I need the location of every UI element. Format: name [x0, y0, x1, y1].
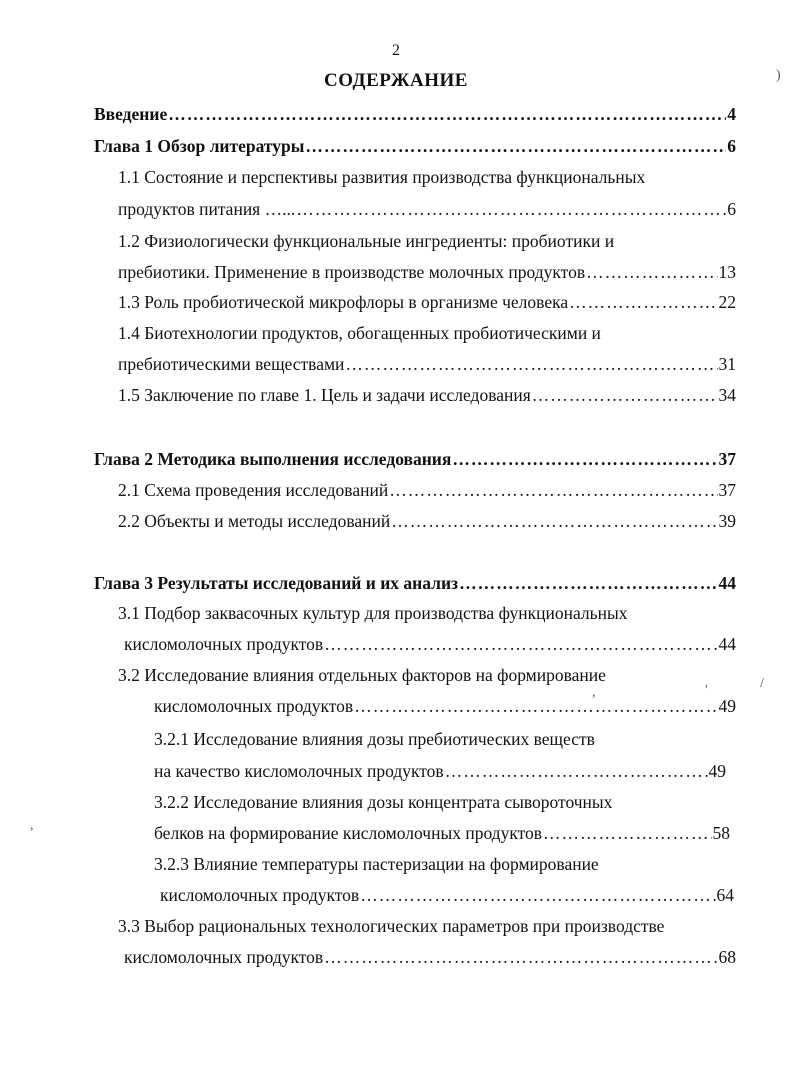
toc-page-number: 34	[718, 385, 736, 405]
toc-entry-text: кисломолочных продуктов	[124, 947, 324, 967]
toc-page-number: 44	[718, 634, 736, 654]
toc-entry-1-2-line1[interactable]: 1.2 Физиологически функциональные ингредиенты: пробиотики и	[118, 231, 615, 251]
scan-speck: ,	[30, 818, 34, 833]
toc-entry-text: Введение	[94, 104, 168, 124]
toc-page-number: 58	[712, 823, 730, 843]
toc-leader-dots	[586, 259, 717, 285]
toc-entry-text: белков на формирование кисломолочных продуктов	[154, 823, 543, 843]
toc-entry-2-1[interactable]	[118, 477, 736, 503]
toc-entry-1-1-line1[interactable]: 1.1 Состояние и перспективы развития производства функциональных	[118, 167, 646, 187]
toc-entry-text: 2.2 Объекты и методы исследований	[118, 511, 391, 531]
toc-entry-text: кисломолочных продуктов	[154, 696, 354, 716]
toc-entry-3-2-3[interactable]	[160, 882, 734, 908]
toc-entry-text: пребиотическими веществами	[118, 354, 345, 374]
toc-entry-text: продуктов питания …...	[118, 199, 296, 219]
toc-entry-text: кисломолочных продуктов	[124, 634, 324, 654]
toc-page-number: 37	[718, 449, 736, 469]
toc-page-number: 22	[718, 292, 736, 312]
page-title: СОДЕРЖАНИЕ	[324, 70, 468, 91]
toc-page-number: 6	[727, 136, 736, 156]
toc-leader-dots	[391, 508, 717, 534]
toc-entry-text: Глава 1 Обзор литературы	[94, 136, 305, 156]
toc-entry-3-2-1[interactable]	[154, 758, 726, 784]
toc-entry-2-2[interactable]	[118, 508, 736, 534]
toc-entry-text: Глава 2 Методика выполнения исследования	[94, 449, 452, 469]
toc-entry-1-3[interactable]	[118, 289, 736, 315]
toc-entry-3-1[interactable]	[124, 631, 736, 657]
toc-entry-text: Глава 3 Результаты исследований и их анализ	[94, 573, 459, 593]
toc-page-number: 49	[708, 761, 726, 781]
page-number: 2	[392, 42, 400, 59]
toc-entry-3-2-1-line1[interactable]: 3.2.1 Исследование влияния дозы пребиотических веществ	[154, 729, 595, 749]
scan-speck: ,	[592, 685, 596, 700]
toc-leader-dots	[389, 477, 717, 503]
toc-leader-dots	[532, 382, 718, 408]
toc-entry-text: 2.1 Схема проведения исследований	[118, 480, 389, 500]
toc-entry-3-3[interactable]	[124, 944, 736, 970]
toc-page-number: 64	[716, 885, 734, 905]
toc-leader-dots	[296, 196, 726, 222]
toc-entry-text: на качество кисломолочных продуктов	[154, 761, 444, 781]
toc-leader-dots	[445, 758, 708, 784]
toc-entry-chapter-2[interactable]	[94, 446, 736, 472]
toc-page-number: 13	[718, 262, 736, 282]
toc-entry-3-3-line1[interactable]: 3.3 Выбор рациональных технологических параметров при производстве	[118, 916, 665, 936]
toc-entry-3-2-2-line1[interactable]: 3.2.2 Исследование влияния дозы концентрата сывороточных	[154, 792, 613, 812]
toc-entry-3-2[interactable]	[154, 693, 736, 719]
toc-page-number: 49	[718, 696, 736, 716]
scan-speck: )	[776, 68, 781, 83]
toc-entry-3-2-2[interactable]	[154, 820, 730, 846]
toc-page-number: 68	[718, 947, 736, 967]
toc-entry-chapter-1[interactable]	[94, 133, 736, 159]
toc-leader-dots	[543, 820, 711, 846]
toc-leader-dots	[345, 351, 717, 377]
toc-page-number: 4	[727, 104, 736, 124]
toc-entry-1-1[interactable]	[118, 196, 736, 222]
toc-page-number: 39	[718, 511, 736, 531]
scan-speck: /	[760, 676, 764, 691]
toc-leader-dots	[452, 446, 717, 472]
toc-leader-dots	[324, 944, 717, 970]
toc-entry-chapter-3[interactable]	[94, 570, 736, 596]
toc-leader-dots	[168, 101, 726, 127]
toc-page-number: 6	[727, 199, 736, 219]
toc-entry-1-4-line1[interactable]: 1.4 Биотехнологии продуктов, обогащенных пробиотическими и	[118, 323, 601, 343]
toc-leader-dots	[305, 133, 726, 159]
toc-entry-text: пребиотики. Применение в производстве молочных продуктов	[118, 262, 586, 282]
toc-entry-introduction[interactable]	[94, 101, 736, 127]
toc-entry-3-2-3-line1[interactable]: 3.2.3 Влияние температуры пастеризации на формирование	[154, 854, 599, 874]
toc-entry-1-4[interactable]	[118, 351, 736, 377]
toc-leader-dots	[324, 631, 717, 657]
toc-page-number: 31	[718, 354, 736, 374]
toc-entry-3-1-line1[interactable]: 3.1 Подбор заквасочных культур для производства функциональных	[118, 603, 628, 623]
toc-entry-text: 1.3 Роль пробиотической микрофлоры в организме человека	[118, 292, 569, 312]
toc-entry-text: кисломолочных продуктов	[160, 885, 360, 905]
toc-page-number: 37	[718, 480, 736, 500]
toc-entry-1-2[interactable]	[118, 259, 736, 285]
toc-entry-3-2-line1[interactable]: 3.2 Исследование влияния отдельных факторов на формирование	[118, 665, 606, 685]
scan-speck: '	[705, 683, 708, 698]
toc-entry-text: 1.5 Заключение по главе 1. Цель и задачи исследования	[118, 385, 531, 405]
toc-page-number: 44	[718, 573, 736, 593]
toc-leader-dots	[360, 882, 715, 908]
toc-leader-dots	[459, 570, 717, 596]
toc-leader-dots	[569, 289, 717, 315]
toc-leader-dots	[354, 693, 717, 719]
toc-entry-1-5[interactable]	[118, 382, 736, 408]
